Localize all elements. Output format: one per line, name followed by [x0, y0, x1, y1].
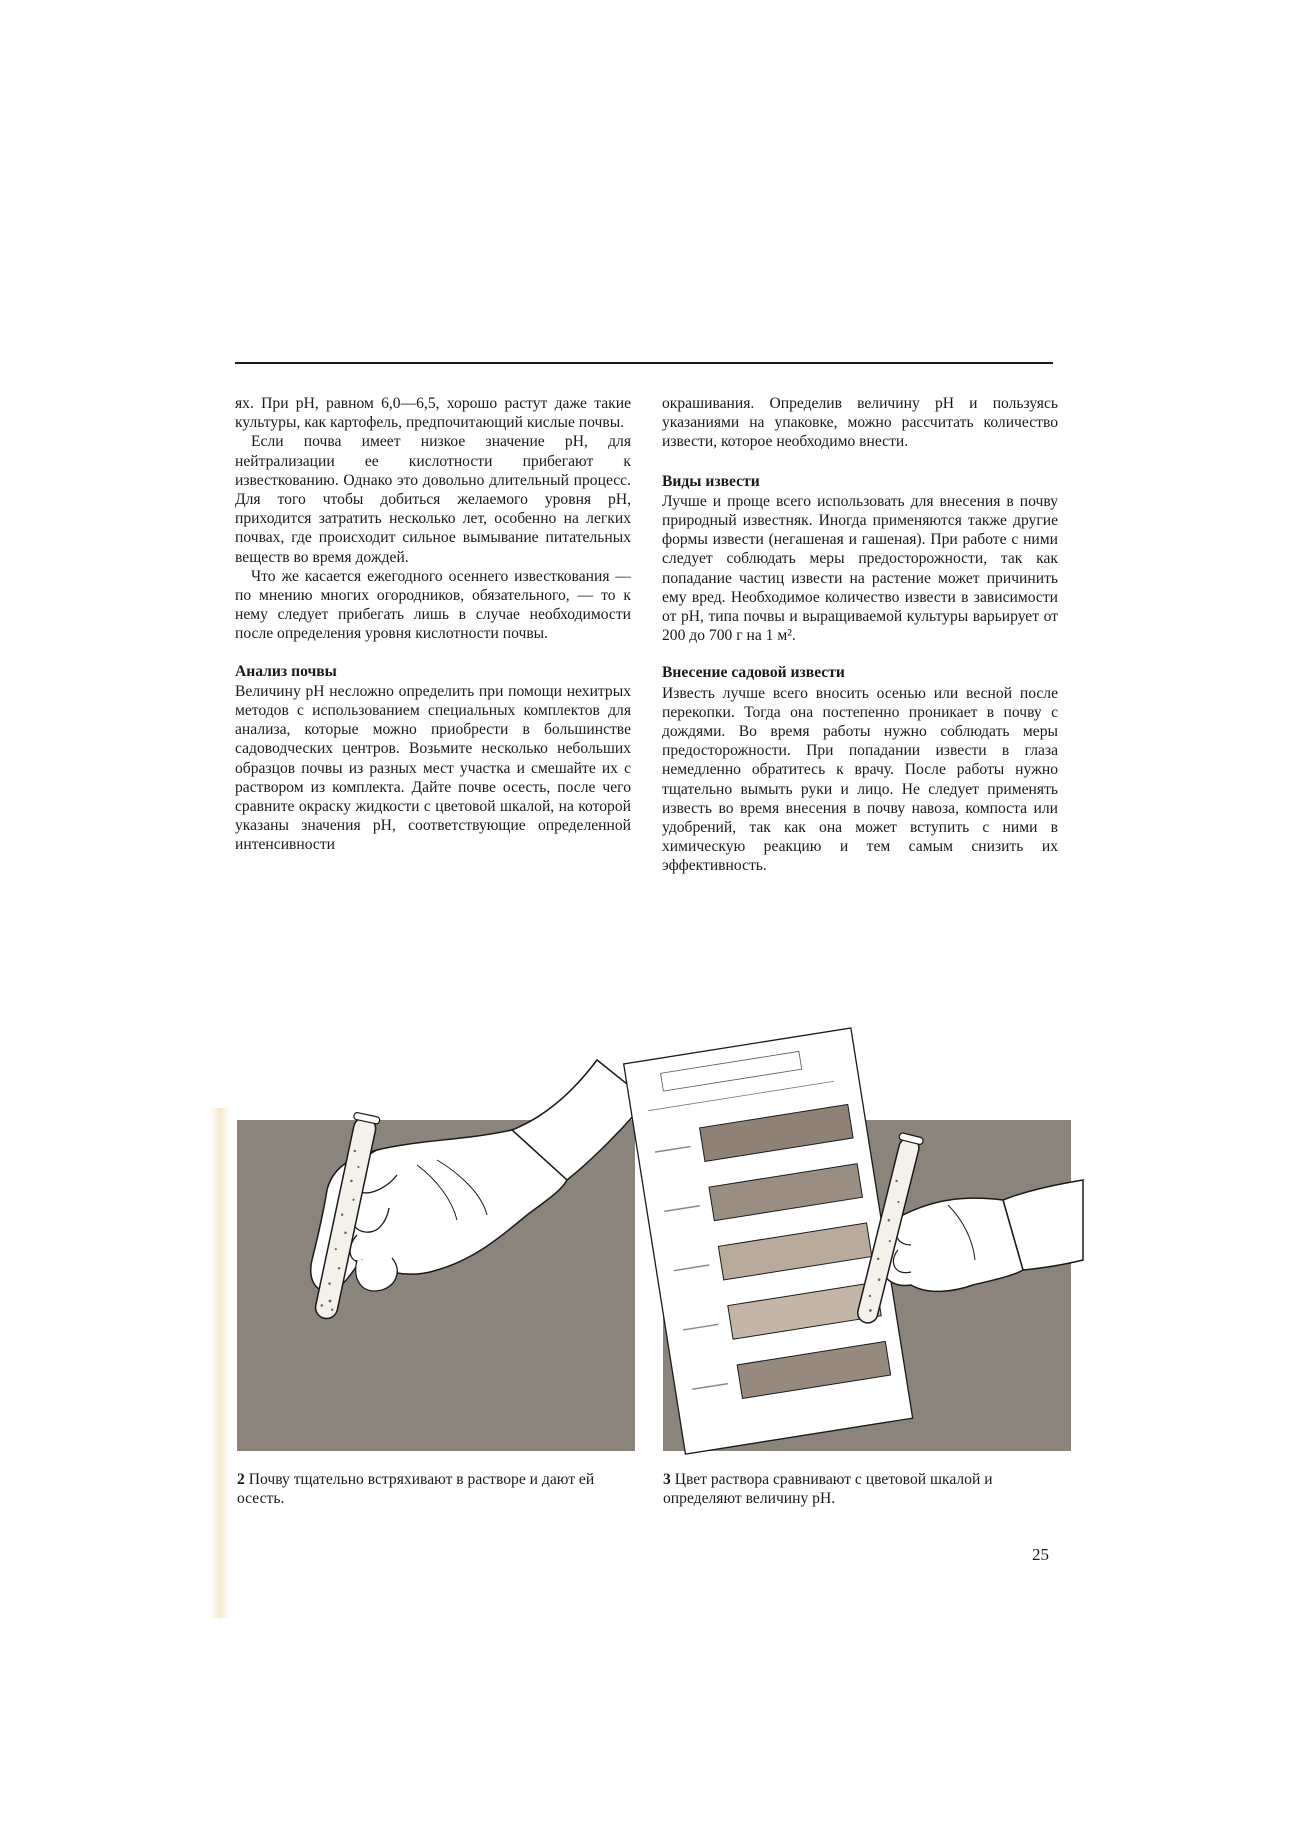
page-edge-tint [210, 1108, 230, 1618]
caption-text: Цвет раствора сравнивают с цветовой шкалой и определяют величину pH. [663, 1471, 993, 1507]
paragraph: Если почва имеет низкое значение pH, для нейтрализации ее кислотности прибегают к известкованию. Однако это довольно длительный процесс. Для того чтобы добиться желаемого уровня pH, приходится затратить несколько лет, особенно на легких почвах, где происходит сильное вымывание питательных веществ во время дождей. [235, 433, 631, 566]
paragraph: ях. При pH, равном 6,0—6,5, хорошо растут даже такие культуры, как картофель, предпочитающий кислые почвы. [235, 395, 631, 432]
header-rule [235, 362, 1053, 364]
color-chart-drawing [663, 1120, 1071, 1451]
right-column [662, 394, 1058, 876]
section-heading-lime-types: Виды извести [662, 472, 760, 490]
figure-3-illustration [663, 1120, 1071, 1451]
paragraph: Величину pH несложно определить при помощи нехитрых методов с использованием специальных комплектов для анализа, которые можно приобрести в большинстве садоводческих центров. Возьмите несколько небольших образцов почвы из разных мест участка и смешайте их с раствором из комплекта. Дайте почве осесть, после чего сравните окраску жидкости с цветовой шкалой, на которой указаны значения pH, соответствующие определенной интенсивности [235, 682, 631, 854]
figure-3-caption [663, 1470, 1058, 1508]
hand-with-test-tube-drawing [237, 1120, 635, 1451]
figure-2-illustration [237, 1120, 635, 1451]
caption-text: Почву тщательно встряхивают в растворе и дают ей осесть. [237, 1471, 595, 1507]
paragraph: Что же касается ежегодного осеннего известкования — по мнению многих огородников, обязательного, — то к нему следует прибегать лишь в случае необходимости после определения уровня кислотности почвы. [235, 567, 631, 643]
paragraph: Лучше и проще всего использовать для внесения в почву природный известняк. Иногда применяются также другие формы извести (негашеная и гашеная). При работе с ними следует соблюдать меры предосторожности, так как попадание частиц извести на растение может причинить ему вред. Необходимое количество извести в зависимости от pH, типа почвы и выращиваемой культуры варьирует от 200 до 700 г на 1 м². [662, 492, 1058, 645]
section-heading-soil-analysis: Анализ почвы [235, 662, 337, 680]
figure-2-caption [237, 1470, 632, 1508]
figure-number: 2 [237, 1471, 245, 1488]
paragraph: Известь лучше всего вносить осенью или весной после перекопки. Тогда она постепенно проникает в почву с дождями. Во время работы нужно соблюдать меры предосторожности. При попадании извести в глаза немедленно обратитесь к врачу. После работы нужно тщательно вымыть руки и лицо. Не следует применять известь во время внесения в почву навоза, компоста или удобрений, так как она может вступить с ними в химическую реакцию и тем самым снизить их эффективность. [662, 684, 1058, 875]
section-heading-lime-application: Внесение садовой извести [662, 664, 845, 682]
left-column [235, 394, 631, 855]
page-number: 25 [1032, 1545, 1049, 1564]
figure-number: 3 [663, 1471, 671, 1488]
paragraph: окрашивания. Определив величину pH и пользуясь указаниями на упаковке, можно рассчитать количество извести, которое необходимо внести. [662, 395, 1058, 451]
